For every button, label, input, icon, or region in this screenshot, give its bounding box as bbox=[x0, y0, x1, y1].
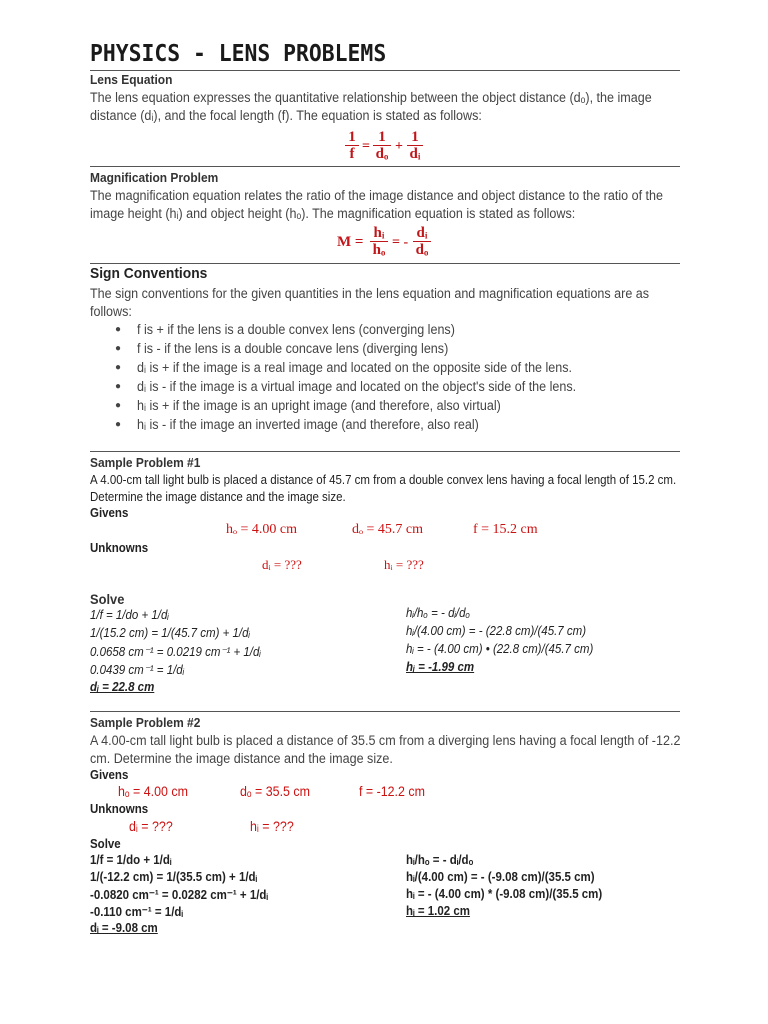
problem1-text-1: A 4.00-cm tall light bulb is placed a distance of 45.7 cm from a double convex lens having a focal length of 15.2 cm. bbox=[90, 473, 677, 487]
list-item: f is - if the lens is a double concave lens (diverging lens) bbox=[137, 341, 449, 356]
problem2-answer-di: dᵢ = -9.08 cm bbox=[90, 921, 158, 935]
magnification-heading: Magnification Problem bbox=[90, 170, 219, 185]
list-item: hᵢ is - if the image an inverted image (and therefore, also real) bbox=[137, 417, 479, 432]
problem2-unknowns-label: Unknowns bbox=[90, 802, 149, 816]
section-divider bbox=[90, 711, 680, 712]
denominator: dₒ bbox=[415, 242, 429, 258]
equals-sign: = bbox=[354, 234, 364, 250]
problem2-step: hᵢ/hₒ = - dᵢ/dₒ bbox=[406, 853, 474, 867]
problem1-text-2: Determine the image distance and the image size. bbox=[90, 490, 346, 504]
problem2-heading: Sample Problem #2 bbox=[90, 715, 201, 730]
frac-hi-over-ho bbox=[370, 226, 388, 257]
problem1-answer-hi: hᵢ = -1.99 cm bbox=[406, 660, 475, 674]
problem1-step: 1/(15.2 cm) = 1/(45.7 cm) + 1/dᵢ bbox=[90, 626, 250, 640]
problem2-step: 1/f = 1/do + 1/dᵢ bbox=[90, 853, 172, 867]
problem2-given-ho: hₒ = 4.00 cm bbox=[118, 784, 188, 799]
problem1-step: hᵢ/(4.00 cm) = - (22.8 cm)/(45.7 cm) bbox=[406, 624, 587, 638]
problem2-text-1: A 4.00-cm tall light bulb is placed a distance of 35.5 cm from a diverging lens having a focal length of -12.2 bbox=[90, 733, 681, 748]
list-item: f is + if the lens is a double convex lens (converging lens) bbox=[137, 322, 455, 337]
bullet-icon: ● bbox=[115, 343, 122, 354]
lens-equation-heading: Lens Equation bbox=[90, 72, 173, 87]
sign-conventions-heading: Sign Conventions bbox=[90, 265, 208, 282]
list-item: dᵢ is - if the image is a virtual image and located on the object's side of the lens. bbox=[137, 379, 577, 394]
problem1-step: 0.0658 cm⁻¹ = 0.0219 cm⁻¹ + 1/dᵢ bbox=[90, 645, 261, 659]
frac-1-over-di bbox=[407, 130, 423, 161]
problem2-step: hᵢ/(4.00 cm) = - (-9.08 cm)/(35.5 cm) bbox=[406, 870, 595, 884]
numerator: hᵢ bbox=[373, 225, 385, 241]
frac-1-over-do bbox=[373, 130, 391, 161]
magnification-symbol bbox=[337, 234, 363, 251]
problem1-givens-label: Givens bbox=[90, 506, 129, 520]
numerator: 1 bbox=[378, 129, 386, 145]
problem2-given-f: f = -12.2 cm bbox=[359, 784, 425, 799]
problem1-solve-label: Solve bbox=[90, 591, 125, 607]
problem1-given-f: f = 15.2 cm bbox=[473, 522, 538, 537]
equals-minus: = - bbox=[392, 235, 409, 250]
problem2-unknown-di: dᵢ = ??? bbox=[129, 819, 173, 834]
list-item: hᵢ is + if the image is an upright image (and therefore, also virtual) bbox=[137, 398, 501, 413]
problem2-givens-label: Givens bbox=[90, 768, 129, 782]
denominator: dᵢ bbox=[409, 146, 421, 162]
plus-sign: + bbox=[395, 139, 403, 154]
problem1-heading: Sample Problem #1 bbox=[90, 455, 201, 470]
problem2-step: -0.110 cm⁻¹ = 1/dᵢ bbox=[90, 905, 184, 919]
title-divider bbox=[90, 70, 680, 71]
frac-1-over-f bbox=[345, 130, 359, 161]
sign-conventions-text-1: The sign conventions for the given quantities in the lens equation and magnification equations are as bbox=[90, 286, 650, 301]
problem1-step: 0.0439 cm⁻¹ = 1/dᵢ bbox=[90, 663, 185, 677]
section-divider bbox=[90, 451, 680, 452]
magnification-text-1: The magnification equation relates the ratio of the image distance and object distance to the ratio of the bbox=[90, 188, 664, 203]
problem1-given-do: dₒ = 45.7 cm bbox=[352, 522, 424, 537]
bullet-icon: ● bbox=[115, 324, 122, 335]
numerator: 1 bbox=[411, 129, 419, 145]
problem2-solve-label: Solve bbox=[90, 837, 121, 851]
equals-sign: = bbox=[362, 139, 370, 154]
list-item: dᵢ is + if the image is a real image and located on the opposite side of the lens. bbox=[137, 360, 573, 375]
lens-equation-text-1: The lens equation expresses the quantitative relationship between the object distance (dₒ), the image bbox=[90, 90, 652, 105]
problem2-unknown-hi: hᵢ = ??? bbox=[250, 819, 294, 834]
problem1-answer-di: dᵢ = 22.8 cm bbox=[90, 680, 155, 694]
bullet-icon: ● bbox=[115, 400, 122, 411]
numerator: 1 bbox=[348, 129, 356, 145]
bullet-icon: ● bbox=[115, 362, 122, 373]
problem2-step: 1/(-12.2 cm) = 1/(35.5 cm) + 1/dᵢ bbox=[90, 870, 258, 884]
problem1-step: hᵢ/hₒ = - dᵢ/dₒ bbox=[406, 606, 471, 620]
problem2-step: hᵢ = - (4.00 cm) * (-9.08 cm)/(35.5 cm) bbox=[406, 887, 603, 901]
denominator: hₒ bbox=[372, 242, 386, 258]
m-label: M bbox=[337, 234, 352, 250]
magnification-text-2: image height (hᵢ) and object height (hₒ). The magnification equation is stated as follows: bbox=[90, 206, 576, 221]
problem1-step: 1/f = 1/do + 1/dᵢ bbox=[90, 608, 169, 622]
problem1-unknown-di: dᵢ = ??? bbox=[262, 557, 302, 572]
problem2-step: -0.0820 cm⁻¹ = 0.0282 cm⁻¹ + 1/dᵢ bbox=[90, 888, 269, 902]
bullet-icon: ● bbox=[115, 381, 122, 392]
problem2-given-do: dₒ = 35.5 cm bbox=[240, 784, 310, 799]
section-divider bbox=[90, 263, 680, 264]
numerator: dᵢ bbox=[416, 225, 428, 241]
denominator: dₒ bbox=[375, 146, 389, 162]
frac-di-over-do bbox=[413, 226, 431, 257]
problem1-step: hᵢ = - (4.00 cm) • (22.8 cm)/(45.7 cm) bbox=[406, 642, 594, 656]
problem1-unknown-hi: hᵢ = ??? bbox=[384, 557, 424, 572]
bullet-icon: ● bbox=[115, 419, 122, 430]
problem2-answer-hi: hᵢ = 1.02 cm bbox=[406, 904, 470, 918]
lens-equation-text-2: distance (dᵢ), and the focal length (f). The equation is stated as follows: bbox=[90, 108, 482, 123]
problem1-given-ho: hₒ = 4.00 cm bbox=[226, 522, 298, 537]
page-title: PHYSICS - LENS PROBLEMS bbox=[90, 41, 387, 67]
sign-conventions-text-2: follows: bbox=[90, 304, 132, 319]
denominator: f bbox=[349, 146, 355, 162]
problem1-unknowns-label: Unknowns bbox=[90, 541, 149, 555]
problem2-text-2: cm. Determine the image distance and the image size. bbox=[90, 751, 393, 766]
section-divider bbox=[90, 166, 680, 167]
